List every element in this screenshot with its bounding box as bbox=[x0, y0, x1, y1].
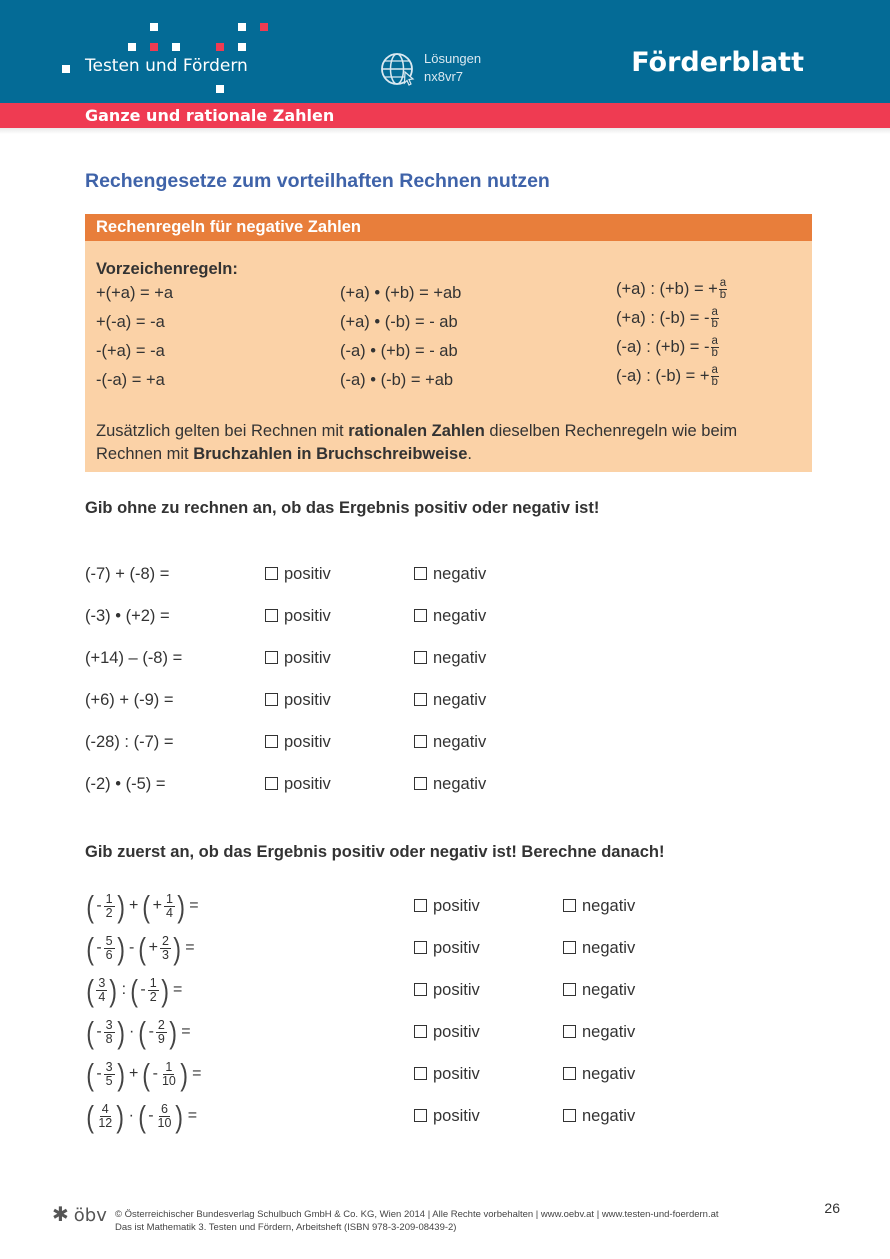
close-paren: ) bbox=[175, 1098, 184, 1134]
negative-checkbox[interactable] bbox=[563, 939, 635, 958]
topic-band-shadow bbox=[0, 128, 890, 134]
checkbox-icon[interactable] bbox=[414, 651, 427, 664]
negative-checkbox[interactable] bbox=[414, 607, 486, 626]
option-label: positiv bbox=[284, 733, 331, 751]
header-bar bbox=[0, 0, 890, 103]
solutions-code[interactable]: nx8vr7 bbox=[424, 69, 464, 84]
denominator: 2 bbox=[149, 989, 157, 1004]
close-paren: ) bbox=[177, 888, 185, 924]
denominator: 5 bbox=[105, 1073, 113, 1088]
fraction bbox=[104, 1019, 115, 1046]
page-number: 26 bbox=[824, 1200, 840, 1216]
numerator: 2 bbox=[161, 933, 169, 948]
equals-sign: = bbox=[189, 897, 199, 914]
option-label: negativ bbox=[433, 775, 487, 793]
option-label: negativ bbox=[582, 1023, 636, 1041]
checkbox-icon[interactable] bbox=[563, 941, 576, 954]
task2-expression bbox=[85, 970, 185, 1010]
denominator: 2 bbox=[105, 905, 113, 920]
open-paren: ( bbox=[86, 1098, 95, 1134]
checkbox-icon[interactable] bbox=[563, 983, 576, 996]
option-label: negativ bbox=[582, 1065, 636, 1083]
task2-instruction: Gib zuerst an, ob das Ergebnis positiv oder negativ ist! Berechne danach! bbox=[85, 843, 665, 861]
close-paren: ) bbox=[116, 1098, 125, 1134]
option-label: positiv bbox=[433, 1107, 480, 1125]
open-paren: ( bbox=[142, 1056, 151, 1092]
task1-expression: (-2) • (-5) = bbox=[85, 775, 166, 793]
numerator: 4 bbox=[101, 1101, 109, 1116]
open-paren: ( bbox=[86, 888, 95, 924]
open-paren: ( bbox=[142, 888, 151, 924]
close-paren: ) bbox=[116, 1056, 125, 1092]
operator: - bbox=[128, 939, 135, 956]
operator: + bbox=[128, 897, 139, 914]
option-label: negativ bbox=[433, 565, 487, 583]
checkbox-icon[interactable] bbox=[265, 609, 278, 622]
rules-note: Zusätzlich gelten bei Rechnen mit rationalen Zahlen dieselben Rechenregeln wie beim Rechnen mit Bruchzahlen in Bruchschreibweise. bbox=[96, 422, 738, 463]
checkbox-icon[interactable] bbox=[265, 567, 278, 580]
positive-checkbox[interactable] bbox=[265, 607, 331, 626]
checkbox-icon[interactable] bbox=[414, 609, 427, 622]
publisher-logo: ✱ öbv bbox=[52, 1204, 107, 1226]
option-label: negativ bbox=[433, 733, 487, 751]
denominator: 10 bbox=[157, 1115, 172, 1130]
operator: : bbox=[121, 981, 127, 998]
checkbox-icon[interactable] bbox=[414, 777, 427, 790]
numerator: 2 bbox=[157, 1017, 165, 1032]
option-label: positiv bbox=[433, 939, 480, 957]
task1-instruction: Gib ohne zu rechnen an, ob das Ergebnis positiv oder negativ ist! bbox=[85, 499, 600, 517]
checkbox-icon[interactable] bbox=[414, 899, 427, 912]
checkbox-icon[interactable] bbox=[563, 899, 576, 912]
negative-checkbox[interactable] bbox=[563, 897, 635, 916]
fraction: $\frac{a}{b}$ bbox=[711, 364, 718, 388]
equals-sign: = bbox=[185, 939, 195, 956]
denominator: 12 bbox=[98, 1115, 113, 1130]
option-label: negativ bbox=[433, 649, 487, 667]
option-label: positiv bbox=[433, 981, 480, 999]
close-paren: ) bbox=[116, 930, 125, 966]
sign: - bbox=[140, 981, 146, 998]
page-title: Rechengesetze zum vorteilhaften Rechnen nutzen bbox=[85, 170, 550, 192]
positive-checkbox[interactable] bbox=[414, 897, 480, 916]
option-label: positiv bbox=[284, 691, 331, 709]
open-paren: ( bbox=[86, 1014, 95, 1050]
negative-checkbox[interactable] bbox=[414, 691, 486, 710]
task2-expression bbox=[85, 1096, 200, 1136]
checkbox-icon[interactable] bbox=[414, 567, 427, 580]
positive-checkbox[interactable] bbox=[265, 649, 331, 668]
equals-sign: = bbox=[192, 1065, 202, 1082]
negative-checkbox[interactable] bbox=[414, 775, 486, 794]
negative-checkbox[interactable] bbox=[414, 733, 486, 752]
copyright-line: © Österreichischer Bundesverlag Schulbuch GmbH & Co. KG, Wien 2014 | Alle Rechte vorbehalten | www.oebv.at | www.testen-und-foerdern.at bbox=[115, 1209, 719, 1220]
numerator: 6 bbox=[161, 1101, 168, 1116]
checkbox-icon[interactable] bbox=[265, 777, 278, 790]
negative-checkbox[interactable] bbox=[563, 981, 635, 1000]
negative-checkbox[interactable] bbox=[414, 649, 486, 668]
positive-checkbox[interactable] bbox=[265, 775, 331, 794]
negative-checkbox[interactable] bbox=[563, 1023, 635, 1042]
checkbox-icon[interactable] bbox=[414, 1067, 427, 1080]
open-paren: ( bbox=[130, 972, 139, 1008]
rule-addition-3: -(+a) = -a bbox=[96, 342, 165, 360]
option-label: negativ bbox=[433, 607, 487, 625]
numerator: 1 bbox=[149, 975, 157, 990]
numerator: 1 bbox=[105, 891, 113, 906]
open-paren: ( bbox=[138, 1014, 147, 1050]
topic-title: Ganze und rationale Zahlen bbox=[85, 106, 335, 125]
fraction bbox=[96, 1103, 114, 1130]
numerator: 5 bbox=[105, 933, 113, 948]
solutions-label[interactable]: Lösungen bbox=[424, 51, 482, 66]
option-label: positiv bbox=[284, 649, 331, 667]
numerator: 3 bbox=[105, 1017, 113, 1032]
positive-checkbox[interactable] bbox=[414, 1023, 480, 1042]
asterisk-icon: ✱ bbox=[52, 1204, 69, 1226]
denominator: 8 bbox=[105, 1031, 113, 1046]
option-label: positiv bbox=[433, 897, 480, 915]
negative-checkbox[interactable] bbox=[563, 1107, 635, 1126]
sign: + bbox=[152, 897, 162, 914]
sign: - bbox=[148, 1107, 154, 1124]
fraction bbox=[104, 935, 115, 962]
checkbox-icon[interactable] bbox=[414, 983, 427, 996]
fraction bbox=[160, 1061, 178, 1088]
checkbox-icon[interactable] bbox=[563, 1025, 576, 1038]
fraction bbox=[156, 1103, 174, 1130]
close-paren: ) bbox=[116, 888, 125, 924]
task1-expression: (-7) + (-8) = bbox=[85, 565, 170, 583]
open-paren: ( bbox=[86, 1056, 95, 1092]
option-label: positiv bbox=[284, 607, 331, 625]
book-line: Das ist Mathematik 3. Testen und Fördern, Arbeitsheft (ISBN 978-3-209-08439-2) bbox=[115, 1222, 457, 1233]
rule-addition-2: +(-a) = -a bbox=[96, 313, 165, 331]
fraction bbox=[104, 1061, 115, 1088]
rule-addition-4: -(-a) = +a bbox=[96, 371, 165, 389]
denominator: 4 bbox=[165, 905, 173, 920]
open-paren: ( bbox=[86, 972, 95, 1008]
operator: · bbox=[128, 1107, 134, 1124]
open-paren: ( bbox=[138, 1098, 146, 1134]
sign: + bbox=[148, 939, 158, 956]
close-paren: ) bbox=[109, 972, 118, 1008]
rule-division-4: (-a) : (-b) = + $\frac{a}{b}$ bbox=[616, 364, 718, 388]
close-paren: ) bbox=[116, 1014, 125, 1050]
open-paren: ( bbox=[86, 930, 95, 966]
positive-checkbox[interactable] bbox=[414, 939, 480, 958]
positive-checkbox[interactable] bbox=[414, 1107, 480, 1126]
checkbox-icon[interactable] bbox=[414, 1109, 427, 1122]
close-paren: ) bbox=[173, 930, 181, 966]
option-label: negativ bbox=[582, 897, 636, 915]
sign: - bbox=[96, 939, 102, 956]
task2-expression bbox=[85, 886, 202, 926]
option-label: positiv bbox=[284, 775, 331, 793]
checkbox-icon[interactable] bbox=[414, 735, 427, 748]
sign: - bbox=[96, 1023, 102, 1040]
denominator: 10 bbox=[161, 1073, 176, 1088]
checkbox-icon[interactable] bbox=[265, 735, 278, 748]
fraction bbox=[164, 893, 175, 920]
fraction bbox=[104, 893, 115, 920]
rule-division-1: (+a) : (+b) = + $\frac{a}{b}$ bbox=[616, 277, 727, 301]
negative-checkbox[interactable] bbox=[563, 1065, 635, 1084]
task1-expression: (+6) + (-9) = bbox=[85, 691, 174, 709]
brand-logo-dots bbox=[0, 0, 300, 103]
option-label: negativ bbox=[582, 939, 636, 957]
rule-multiplication-3: (-a) • (+b) = - ab bbox=[340, 342, 458, 360]
sign: - bbox=[148, 1023, 154, 1040]
checkbox-icon[interactable] bbox=[414, 941, 427, 954]
checkbox-icon[interactable] bbox=[563, 1109, 576, 1122]
sign: - bbox=[152, 1065, 158, 1082]
task1-expression: (+14) – (-8) = bbox=[85, 649, 183, 667]
sign: - bbox=[96, 1065, 102, 1082]
numerator: 1 bbox=[165, 891, 173, 906]
numerator: 3 bbox=[105, 1059, 113, 1074]
option-label: negativ bbox=[433, 691, 487, 709]
equals-sign: = bbox=[173, 981, 183, 998]
fraction bbox=[96, 977, 107, 1004]
brand-name: Testen und Fördern bbox=[85, 56, 248, 76]
fraction: $\frac{a}{b}$ bbox=[711, 335, 718, 359]
copyright-footer bbox=[115, 1208, 719, 1234]
positive-checkbox[interactable] bbox=[414, 1065, 480, 1084]
fraction: $\frac{a}{b}$ bbox=[711, 306, 718, 330]
fraction bbox=[156, 1019, 167, 1046]
positive-checkbox[interactable] bbox=[265, 691, 331, 710]
operator: + bbox=[128, 1065, 139, 1082]
option-label: negativ bbox=[582, 1107, 636, 1125]
rule-multiplication-1: (+a) • (+b) = +ab bbox=[340, 284, 462, 302]
close-paren: ) bbox=[169, 1014, 177, 1050]
task2-expression bbox=[85, 1012, 194, 1052]
denominator: 3 bbox=[161, 947, 169, 962]
numerator: 3 bbox=[98, 975, 106, 990]
rule-multiplication-2: (+a) • (-b) = - ab bbox=[340, 313, 458, 331]
equals-sign: = bbox=[181, 1023, 191, 1040]
rule-division-3: (-a) : (+b) = - $\frac{a}{b}$ bbox=[616, 335, 718, 359]
numerator: 1 bbox=[165, 1059, 173, 1074]
checkbox-icon[interactable] bbox=[265, 693, 278, 706]
globe-icon[interactable] bbox=[380, 51, 416, 87]
fraction bbox=[160, 935, 171, 962]
denominator: 6 bbox=[105, 947, 113, 962]
denominator: 9 bbox=[157, 1031, 165, 1046]
equals-sign: = bbox=[187, 1107, 198, 1124]
checkbox-icon[interactable] bbox=[414, 1025, 427, 1038]
fraction bbox=[148, 977, 159, 1004]
denominator: 4 bbox=[98, 989, 106, 1004]
task2-expression bbox=[85, 1054, 205, 1094]
fraction: $\frac{a}{b}$ bbox=[719, 277, 727, 301]
option-label: positiv bbox=[433, 1065, 480, 1083]
close-paren: ) bbox=[180, 1056, 188, 1092]
option-label: negativ bbox=[582, 981, 636, 999]
positive-checkbox[interactable] bbox=[265, 565, 331, 584]
task2-expression bbox=[85, 928, 198, 968]
sign: - bbox=[96, 897, 102, 914]
close-paren: ) bbox=[160, 972, 169, 1008]
rules-box bbox=[85, 214, 812, 472]
positive-checkbox[interactable] bbox=[265, 733, 331, 752]
checkbox-icon[interactable] bbox=[563, 1067, 576, 1080]
sign-rules-heading: Vorzeichenregeln: bbox=[96, 260, 238, 278]
positive-checkbox[interactable] bbox=[414, 981, 480, 1000]
option-label: positiv bbox=[433, 1023, 480, 1041]
rule-multiplication-4: (-a) • (-b) = +ab bbox=[340, 371, 454, 389]
open-paren: ( bbox=[138, 930, 147, 966]
rule-division-2: (+a) : (-b) = - $\frac{a}{b}$ bbox=[616, 306, 718, 330]
sheet-title: Förderblatt bbox=[631, 47, 804, 78]
option-label: positiv bbox=[284, 565, 331, 583]
operator: · bbox=[128, 1023, 135, 1040]
checkbox-icon[interactable] bbox=[265, 651, 278, 664]
task1-expression: (-3) • (+2) = bbox=[85, 607, 170, 625]
rule-addition-1: +(+a) = +a bbox=[96, 284, 174, 302]
negative-checkbox[interactable] bbox=[414, 565, 486, 584]
rules-box-title: Rechenregeln für negative Zahlen bbox=[85, 214, 812, 241]
task1-expression: (-28) : (-7) = bbox=[85, 733, 174, 751]
checkbox-icon[interactable] bbox=[414, 693, 427, 706]
